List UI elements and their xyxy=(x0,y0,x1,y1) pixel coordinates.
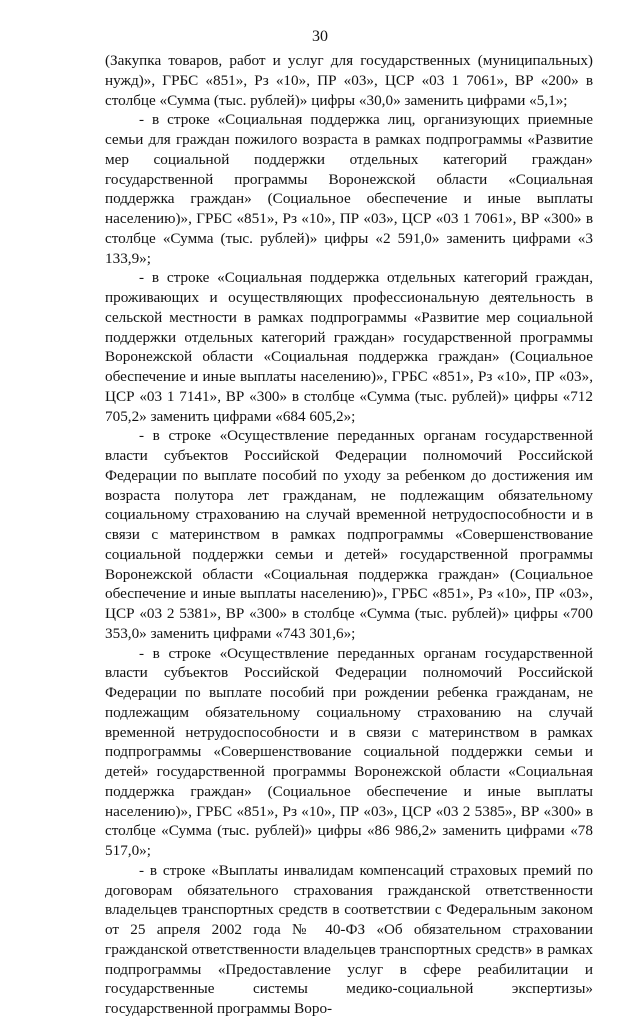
paragraph-item: - в строке «Социальная поддержка лиц, организующих приемные семьи для граждан пожилого возраста в рамках подпрограммы «Развитие мер социальной поддержки отдельных категорий граждан» государственной программы Воронежской области «Социальная поддержка граждан» (Социальное обеспечение и иные выплаты населению)», ГРБС «851», Рз «10», ПР «03», ЦСР «03 1 7061», ВР «300» в столбце «Сумма (тыс. рублей)» цифры «2 591,0» заменить цифрами «3 133,9»; xyxy=(105,111,593,267)
paragraph-item: - в строке «Выплаты инвалидам компенсаций страховых премий по договорам обязательного страхования гражданской ответственности владельцев транспортных средств в соответствии с Федеральным законом от 25 апреля 2002 года № 40-ФЗ «Об обязательном страховании гражданской ответственности владельцев транспортных средств» в рамках подпрограммы «Предоставление услуг в сфере реабилитации и государственные системы медико-социальной экспертизы» государственной программы Воро- xyxy=(105,861,593,1017)
document-body xyxy=(105,51,593,1019)
paragraph-continuation: (Закупка товаров, работ и услуг для государственных (муниципальных) нужд)», ГРБС «851», Рз «10», ПР «03», ЦСР «03 1 7061», ВР «200» в столбце «Сумма (тыс. рублей)» цифры «30,0» заменить цифрами «5,1»; xyxy=(105,52,593,109)
page-number: 30 xyxy=(312,28,328,45)
paragraph-item: - в строке «Социальная поддержка отдельных категорий граждан, проживающих и осуществляющих профессиональную деятельность в сельской местности в рамках подпрограммы «Развитие мер социальной поддержки отдельных категорий граждан» государственной программы Воронежской области «Социальная поддержка граждан» (Социальное обеспечение и иные выплаты населению)», ГРБС «851», Рз «10», ПР «03», ЦСР «03 1 7141», ВР «300» в столбце «Сумма (тыс. рублей)» цифры «712 705,2» заменить цифрами «684 605,2»; xyxy=(105,269,593,425)
paragraph-item: - в строке «Осуществление переданных органам государственной власти субъектов Российской Федерации полномочий Российской Федерации по выплате пособий по уходу за ребенком до достижения им возраста полутора лет гражданам, не подлежащим обязательному социальному страхованию на случай временной нетрудоспособности и в связи с материнством в рамках подпрограммы «Совершенствование социальной поддержки семьи и детей» государственной программы Воронежской области «Социальная поддержка граждан» (Социальное обеспечение и иные выплаты населению)», ГРБС «851», Рз «10», ПР «03», ЦСР «03 2 5381», ВР «300» в столбце «Сумма (тыс. рублей)» цифры «700 353,0» заменить цифрами «743 301,6»; xyxy=(105,427,593,642)
paragraph-item: - в строке «Осуществление переданных органам государственной власти субъектов Российской Федерации полномочий Российской Федерации по выплате пособий при рождении ребенка гражданам, не подлежащим обязательному социальному страхованию на случай временной нетрудоспособности и в связи с материнством в рамках подпрограммы «Совершенствование социальной поддержки семьи и детей» государственной программы Воронежской области «Социальная поддержка граждан» (Социальное обеспечение и иные выплаты населению)», ГРБС «851», Рз «10», ПР «03», ЦСР «03 2 5385», ВР «300» в столбце «Сумма (тыс. рублей)» цифры «86 986,2» заменить цифрами «78 517,0»; xyxy=(105,644,593,859)
